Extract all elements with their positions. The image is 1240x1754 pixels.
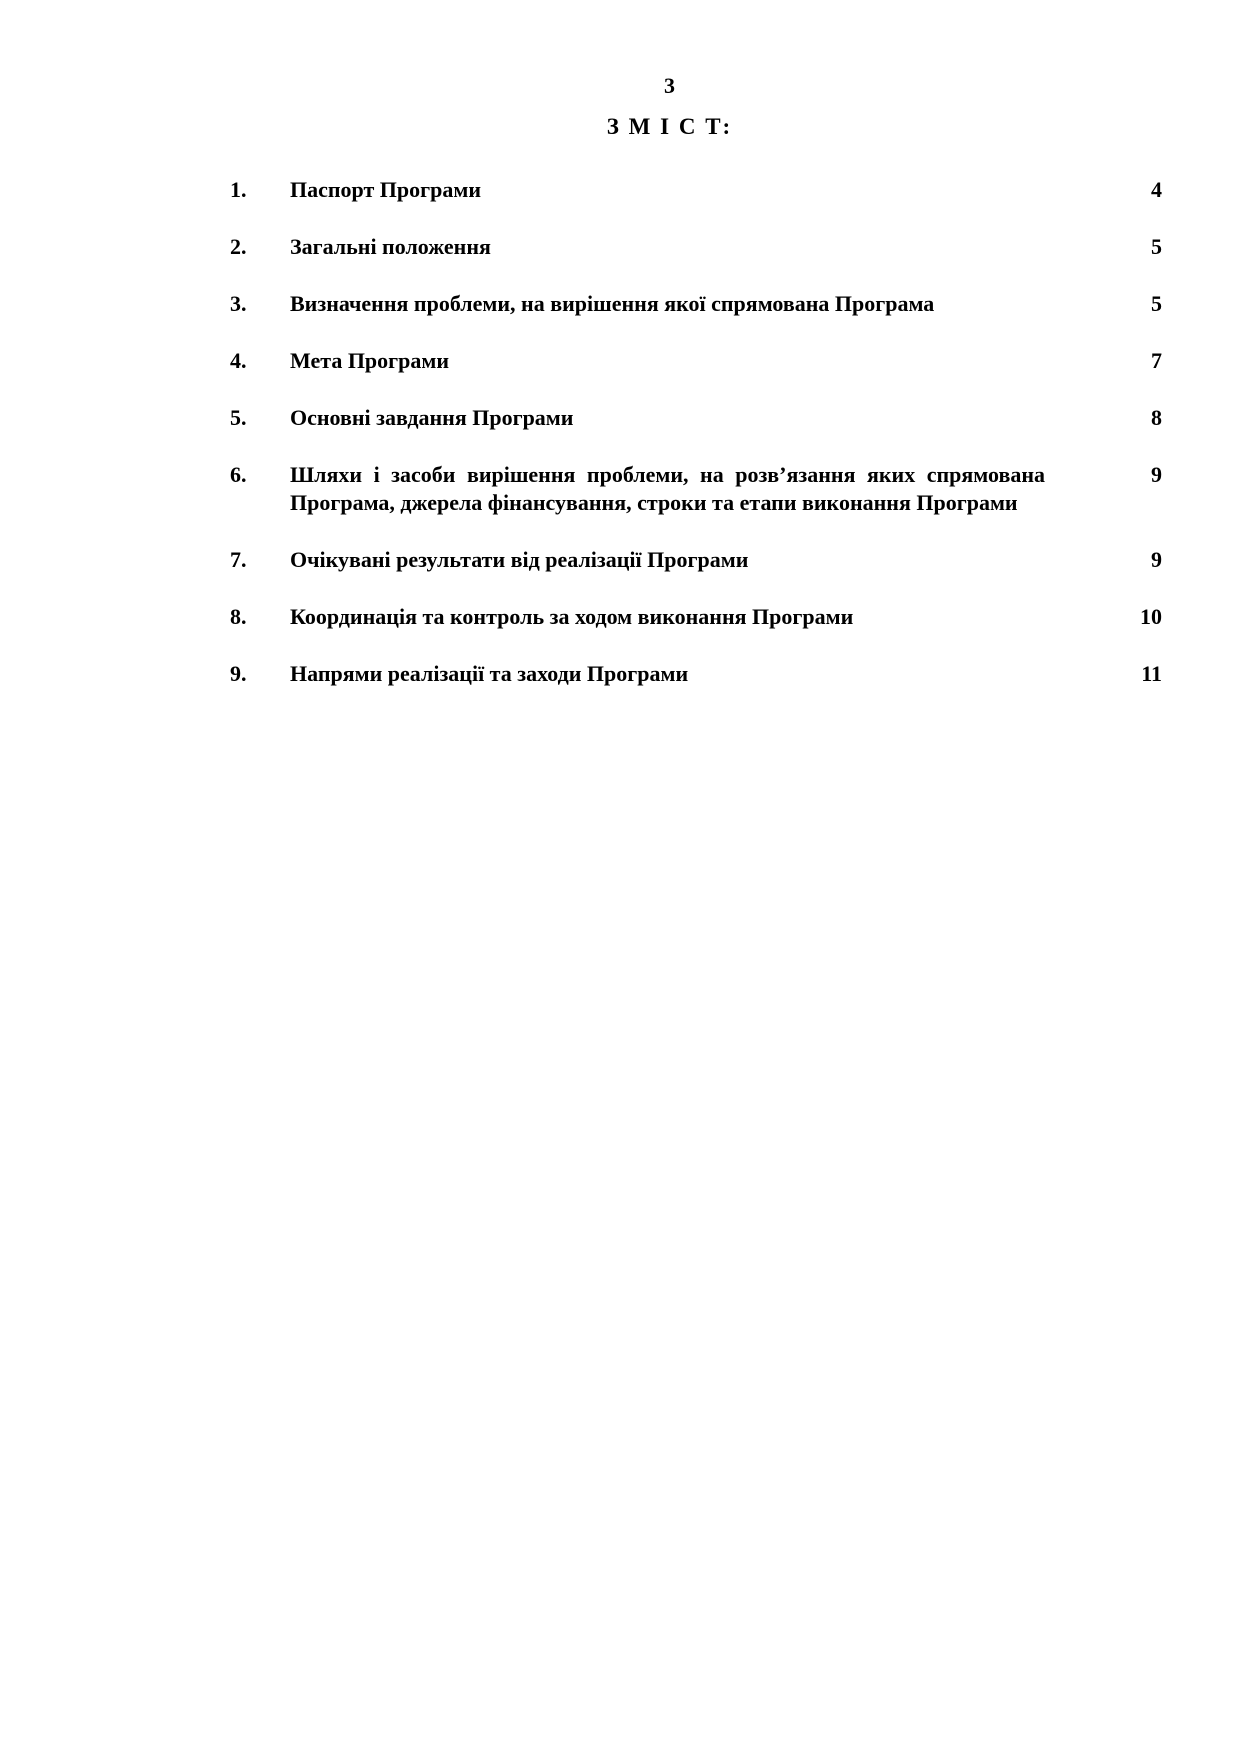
toc-item-title: Очікувані результати від реалізації Програми: [290, 547, 749, 572]
toc-item-number: 9.: [230, 661, 247, 686]
toc-item-page: 9: [1151, 547, 1162, 572]
toc-item-number: 1.: [230, 177, 247, 202]
toc-item-title: Шляхи і засоби вирішення проблеми, на розв’язання яких спрямована Програма, джерела фінансування, строки та етапи виконання Програми: [290, 462, 1045, 515]
toc-row: [230, 176, 1162, 204]
toc-item-title: Визначення проблеми, на вирішення якої спрямована Програма: [290, 291, 935, 316]
toc-item-number: 5.: [230, 405, 247, 430]
toc-item-title: Основні завдання Програми: [290, 405, 574, 430]
toc-item-number: 3.: [230, 291, 247, 316]
toc-heading: З М І С Т:: [606, 114, 733, 139]
toc-item-title: Мета Програми: [290, 348, 450, 373]
toc-row: [230, 404, 1162, 432]
toc-row: [230, 290, 1162, 318]
toc-item-page: 9: [1151, 462, 1162, 487]
toc-row: [230, 660, 1162, 688]
toc-row: [230, 461, 1162, 517]
toc-item-page: 4: [1151, 177, 1162, 202]
toc-row: [230, 233, 1162, 261]
toc-row: [230, 603, 1162, 631]
toc-row: [230, 546, 1162, 574]
toc-item-title: Паспорт Програми: [290, 177, 482, 202]
toc-item-number: 7.: [230, 547, 247, 572]
toc-row: [230, 347, 1162, 375]
toc-item-page: 5: [1151, 234, 1162, 259]
toc-item-number: 8.: [230, 604, 247, 629]
toc-item-title: Загальні положення: [290, 234, 491, 259]
toc-list: [230, 176, 1162, 717]
page-number: 3: [664, 73, 675, 98]
toc-item-number: 4.: [230, 348, 247, 373]
toc-item-page: 5: [1151, 291, 1162, 316]
toc-item-page: 8: [1151, 405, 1162, 430]
toc-item-page: 11: [1141, 661, 1162, 686]
toc-item-page: 7: [1151, 348, 1162, 373]
toc-item-number: 6.: [230, 462, 247, 487]
toc-item-title: Координація та контроль за ходом виконання Програми: [290, 604, 854, 629]
toc-item-page: 10: [1140, 604, 1162, 629]
toc-item-number: 2.: [230, 234, 247, 259]
toc-item-title: Напрями реалізації та заходи Програми: [290, 661, 689, 686]
